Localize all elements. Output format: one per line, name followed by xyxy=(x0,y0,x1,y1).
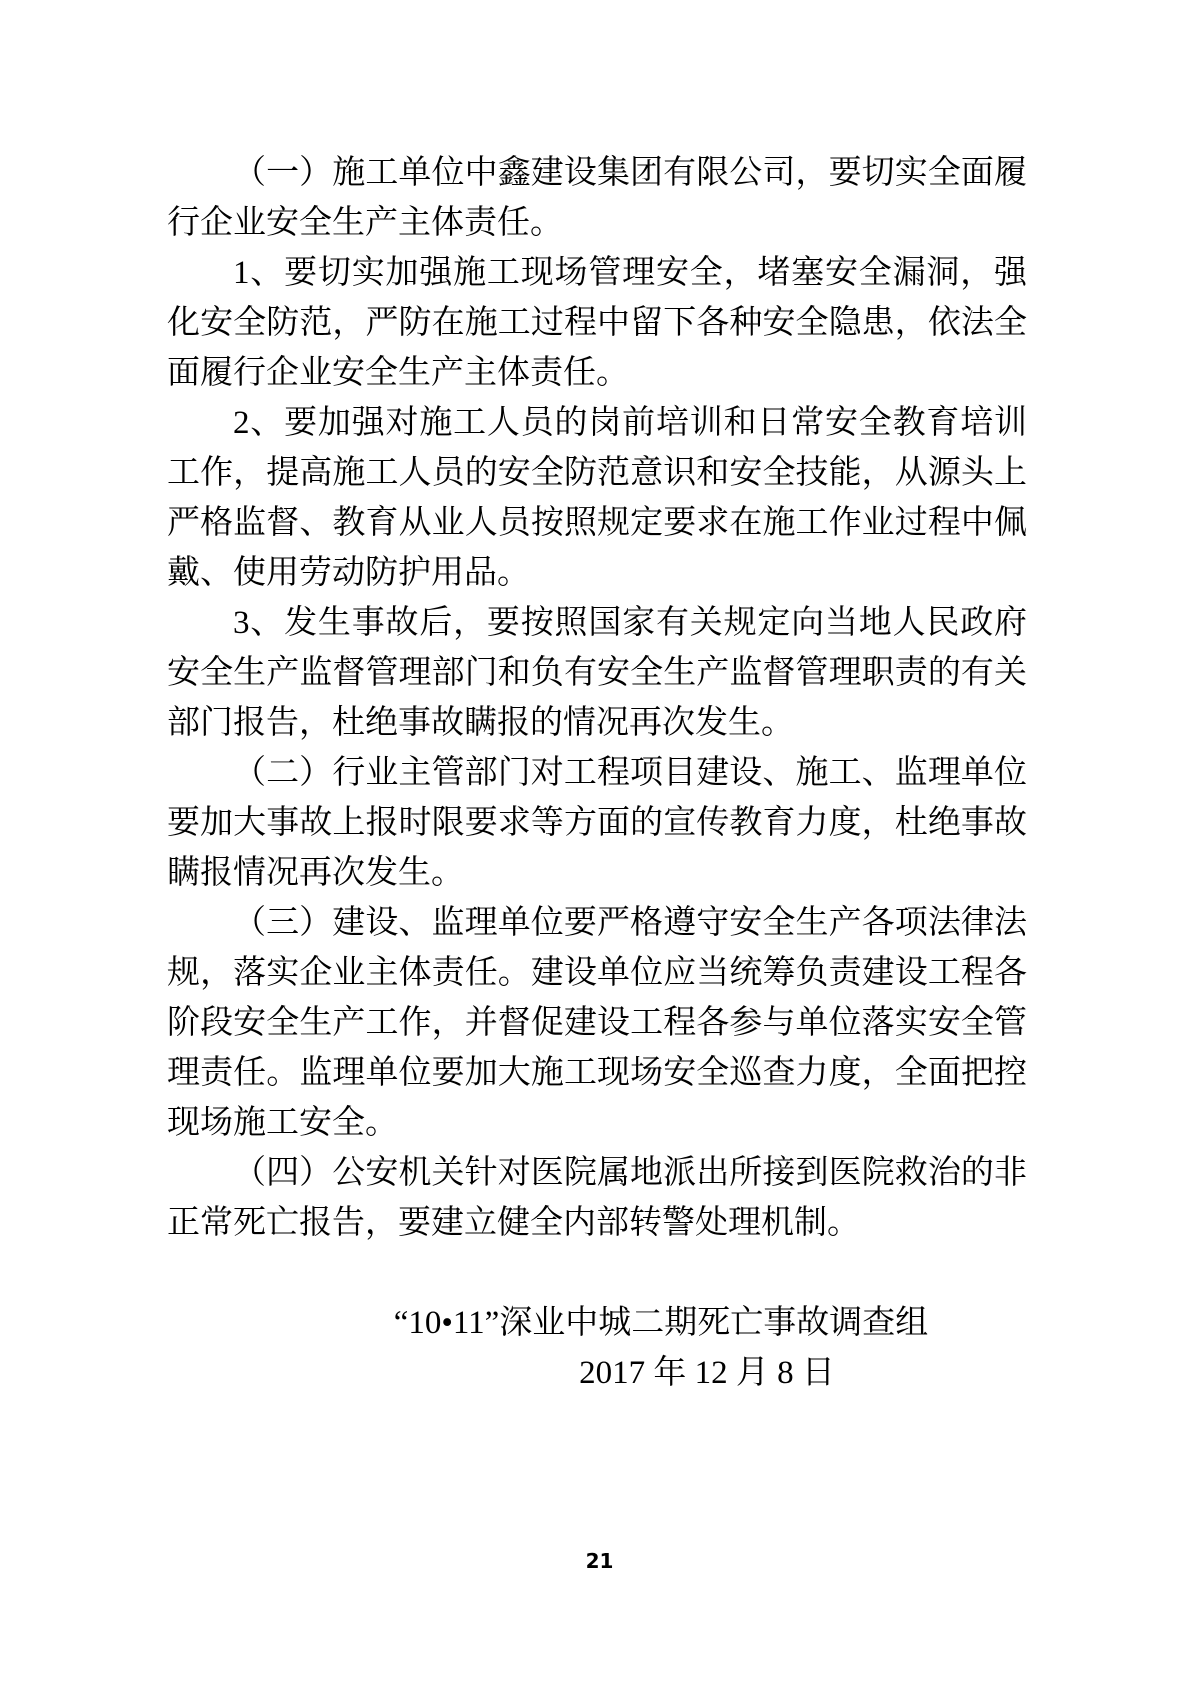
date-line: 2017 年 12 月 8 日 xyxy=(579,1355,835,1391)
paragraph-4: 3、发生事故后，要按照国家有关规定向当地人民政府安全生产监督管理部门和负有安全生产监督管理职责的有关部门报告，杜绝事故瞒报的情况再次发生。 xyxy=(167,605,1027,741)
paragraph-1: （一）施工单位中鑫建设集团有限公司，要切实全面履行企业安全生产主体责任。 xyxy=(167,155,1027,241)
paragraph-7: （四）公安机关针对医院属地派出所接到医院救治的非正常死亡报告，要建立健全内部转警处理机制。 xyxy=(167,1155,1027,1241)
paragraph-6: （三）建设、监理单位要严格遵守安全生产各项法律法规，落实企业主体责任。建设单位应当统筹负责建设工程各阶段安全生产工作，并督促建设工程各参与单位落实安全管理责任。监理单位要加大施工现场安全巡查力度，全面把控现场施工安全。 xyxy=(167,905,1027,1141)
signature-line: “10•11”深业中城二期死亡事故调查组 xyxy=(393,1305,929,1341)
paragraph-3: 2、要加强对施工人员的岗前培训和日常安全教育培训工作，提高施工人员的安全防范意识和安全技能，从源头上严格监督、教育从业人员按照规定要求在施工作业过程中佩戴、使用劳动防护用品。 xyxy=(167,405,1027,591)
paragraph-5: （二）行业主管部门对工程项目建设、施工、监理单位要加大事故上报时限要求等方面的宣传教育力度，杜绝事故瞒报情况再次发生。 xyxy=(167,755,1027,891)
page-number: 21 xyxy=(585,1549,614,1573)
paragraph-2: 1、要切实加强施工现场管理安全，堵塞安全漏洞，强化安全防范，严防在施工过程中留下各种安全隐患，依法全面履行企业安全生产主体责任。 xyxy=(167,255,1027,391)
document-body xyxy=(167,148,1027,1398)
